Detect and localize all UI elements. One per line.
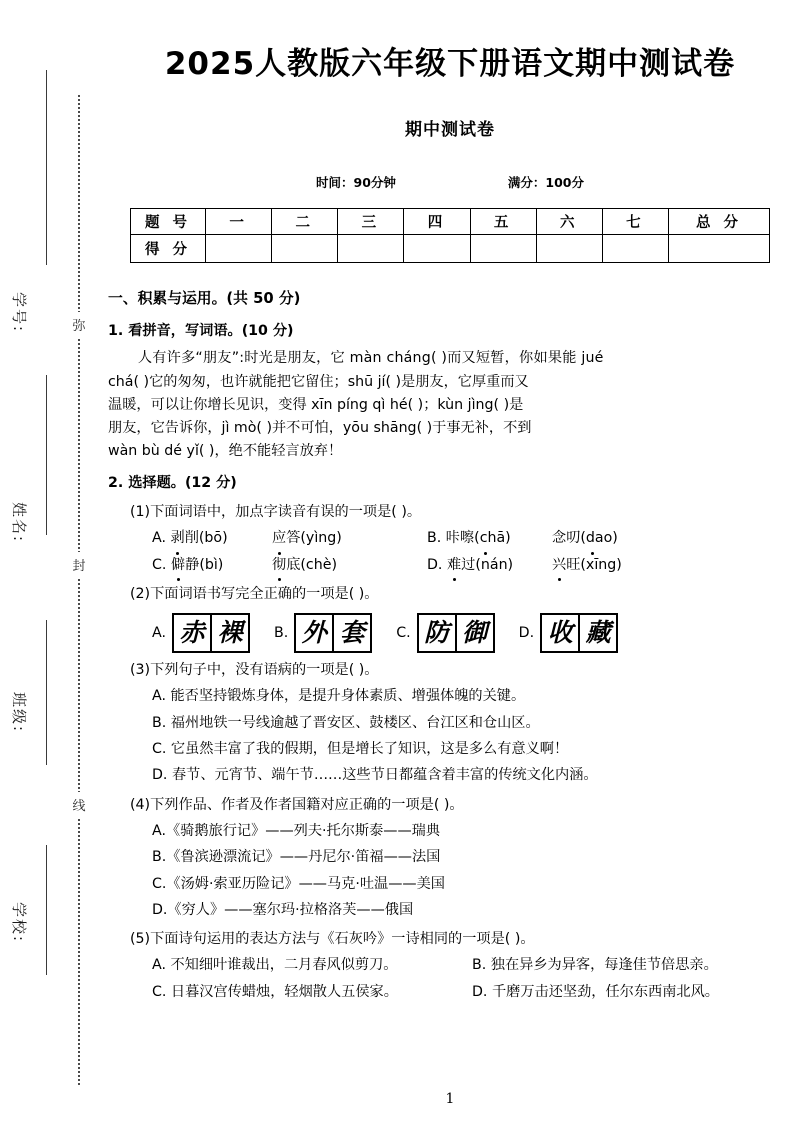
- option-c-label: C.: [396, 624, 411, 641]
- option-a[interactable]: A. 不知细叶谁裁出，二月春风似剪刀。: [152, 957, 398, 974]
- dotted-char: 叨(dao): [566, 526, 618, 550]
- dotted-char: 兴: [552, 553, 566, 577]
- option-d[interactable]: D. 难过(nán): [427, 553, 552, 577]
- option-a-wordbox[interactable]: [172, 613, 250, 653]
- page-number: 1: [445, 1091, 455, 1107]
- student-name-label: 姓名:: [10, 502, 28, 544]
- student-id-label: 学号:: [10, 292, 28, 334]
- score-col-3: 三: [338, 209, 404, 235]
- school-label: 学校:: [10, 902, 28, 944]
- option-b[interactable]: B. 独在异乡为异客，每逢佳节倍思亲。: [472, 957, 718, 974]
- option-c-wordbox[interactable]: [417, 613, 495, 653]
- question-2-2-options: [152, 613, 792, 653]
- option-b[interactable]: B.《鲁滨逊漂流记》——丹尼尔·笛福——法国: [152, 849, 441, 866]
- dotted-char: 彻: [272, 553, 286, 577]
- question-2-3-options: [152, 684, 792, 788]
- score-cell-6[interactable]: [536, 235, 602, 263]
- score-col-1: 一: [206, 209, 272, 235]
- option-b[interactable]: B. 福州地铁一号线逾越了晋安区、鼓楼区、台江区和仓山区。: [152, 714, 540, 731]
- exam-page: [100, 0, 800, 1131]
- score-table: [130, 208, 770, 263]
- option-a[interactable]: A. 能否坚持锻炼身体，是提升身体素质、增强体魄的关键。: [152, 688, 526, 705]
- option-row-1: [152, 526, 792, 550]
- margin-rule-2: [46, 375, 47, 535]
- score-cell-5[interactable]: [470, 235, 536, 263]
- score-col-6: 六: [536, 209, 602, 235]
- score-col-2: 二: [272, 209, 338, 235]
- table-row-scores: [131, 235, 770, 263]
- option-row-1: [152, 953, 792, 977]
- class-label: 班级:: [10, 692, 28, 734]
- seal-word-1: 弥: [66, 312, 92, 337]
- margin-rule-4: [46, 845, 47, 975]
- seal-dotted-line: [78, 95, 80, 1085]
- wordbox-char: 御: [455, 615, 493, 651]
- dotted-char: 嚓(chā): [460, 526, 511, 550]
- table-row-header: [131, 209, 770, 235]
- exam-content: [108, 287, 792, 1004]
- seal-margin-area: [0, 0, 100, 1131]
- option-c[interactable]: C. 日暮汉宫传蜡烛，轻烟散人五侯家。: [152, 983, 398, 1000]
- question-1-line-4: 朋友，它告诉你，jì mò( )并不可怕，yōu shāng( )于事无补，不到: [108, 420, 532, 437]
- question-1-line-2: chá( )它的匆匆，也许就能把它留住；shū jí( )是朋友，它厚重而又: [108, 374, 529, 391]
- score-cell-1[interactable]: [206, 235, 272, 263]
- option-d-label: D.: [518, 624, 535, 641]
- question-1-head: 1. 看拼音，写词语。(10 分): [108, 322, 294, 339]
- exam-full-score: 满分：100分: [507, 175, 584, 190]
- seal-word-2: 封: [66, 552, 92, 577]
- question-2-4-stem: (4)下列作品、作者及作者国籍对应正确的一项是( )。: [130, 796, 464, 813]
- option-c[interactable]: C. 僻静(bì): [152, 553, 272, 577]
- option-a-word2[interactable]: 应答(yìng): [272, 526, 427, 550]
- option-d[interactable]: D. 千磨万击还坚劲，任尔东西南北风。: [472, 983, 719, 1000]
- option-b-label: B.: [273, 624, 289, 641]
- margin-rule-3: [46, 620, 47, 765]
- wordbox-char: 藏: [578, 615, 616, 651]
- question-1-line-3: 温暖，可以让你增长见识，变得 xīn píng qì hé( )；kùn jìng( )是: [108, 397, 524, 414]
- exam-meta: [100, 173, 800, 191]
- option-d[interactable]: D. 春节、元宵节、端午节……这些节日都蕴含着丰富的传统文化内涵。: [152, 767, 598, 784]
- option-c-word2[interactable]: 彻底(chè): [272, 553, 427, 577]
- question-2-5-options: [152, 953, 792, 1004]
- wordbox-char: 外: [301, 618, 327, 648]
- margin-rule-1: [46, 70, 47, 265]
- wordbox-char: 赤: [179, 618, 205, 648]
- option-d[interactable]: D.《穷人》——塞尔玛·拉格洛芙——俄国: [152, 902, 414, 919]
- question-2-1-options: [152, 526, 792, 577]
- score-col-7: 七: [602, 209, 668, 235]
- option-row-2: [152, 980, 792, 1004]
- question-1-line-1: 人有许多“朋友”:时光是朋友，它 màn cháng( )而又短暂，你如果能 jué: [137, 349, 604, 366]
- question-1-line-5: wàn bù dé yǐ( )，绝不能轻言放弃！: [108, 443, 343, 460]
- option-c[interactable]: C.《汤姆·索亚历险记》——马克·吐温——美国: [152, 875, 445, 892]
- question-2-head: 2. 选择题。(12 分): [108, 475, 237, 492]
- option-b-word2[interactable]: 念叨(dao): [552, 526, 672, 550]
- score-table-row-label-1: 题 号: [131, 209, 206, 235]
- option-b-wordbox[interactable]: [294, 613, 372, 653]
- dotted-char: 剥: [170, 526, 184, 550]
- dotted-char: 难: [447, 553, 461, 577]
- question-2-4-options: [152, 819, 792, 923]
- dotted-char: 应: [272, 526, 286, 550]
- question-2-3-stem: (3)下列句子中，没有语病的一项是( )。: [130, 662, 379, 679]
- score-col-5: 五: [470, 209, 536, 235]
- option-d-word2[interactable]: 兴旺(xīng): [552, 553, 672, 577]
- option-a[interactable]: A. 剥削(bō): [152, 526, 272, 550]
- wordbox-char: 裸: [210, 615, 248, 651]
- wordbox-char: 防: [424, 618, 450, 648]
- question-2-5-stem: (5)下面诗句运用的表达方法与《石灰吟》一诗相同的一项是( )。: [130, 931, 535, 948]
- option-row-2: [152, 553, 792, 577]
- page-title: 2025人教版六年级下册语文期中测试卷: [164, 46, 736, 82]
- wordbox-char: 套: [332, 615, 370, 651]
- question-2-2-stem: (2)下面词语书写完全正确的一项是( )。: [130, 586, 379, 603]
- option-d-wordbox[interactable]: [540, 613, 618, 653]
- option-a-label: A.: [152, 624, 166, 641]
- dotted-char: 僻: [171, 553, 185, 577]
- option-c[interactable]: C. 它虽然丰富了我的假期，但是增长了知识，这是多么有意义啊！: [152, 740, 569, 757]
- exam-duration: 时间：90分钟: [316, 175, 396, 190]
- score-cell-7[interactable]: [602, 235, 668, 263]
- question-2-1-stem: (1)下面词语中，加点字读音有误的一项是( )。: [130, 504, 422, 521]
- score-cell-4[interactable]: [404, 235, 470, 263]
- wordbox-char: 收: [547, 618, 573, 648]
- page-subtitle: 期中测试卷: [405, 120, 495, 140]
- seal-word-3: 线: [66, 792, 92, 817]
- section-one-title: 一、积累与运用。(共 50 分): [108, 290, 301, 307]
- option-b[interactable]: B. 咔嚓(chā): [427, 526, 552, 550]
- score-table-row-label-2: 得 分: [131, 235, 206, 263]
- option-a[interactable]: A.《骑鹅旅行记》——列夫·托尔斯泰——瑞典: [152, 822, 441, 839]
- score-col-total: 总 分: [669, 209, 770, 235]
- score-cell-2[interactable]: [272, 235, 338, 263]
- score-col-4: 四: [404, 209, 470, 235]
- score-cell-total[interactable]: [669, 235, 770, 263]
- score-cell-3[interactable]: [338, 235, 404, 263]
